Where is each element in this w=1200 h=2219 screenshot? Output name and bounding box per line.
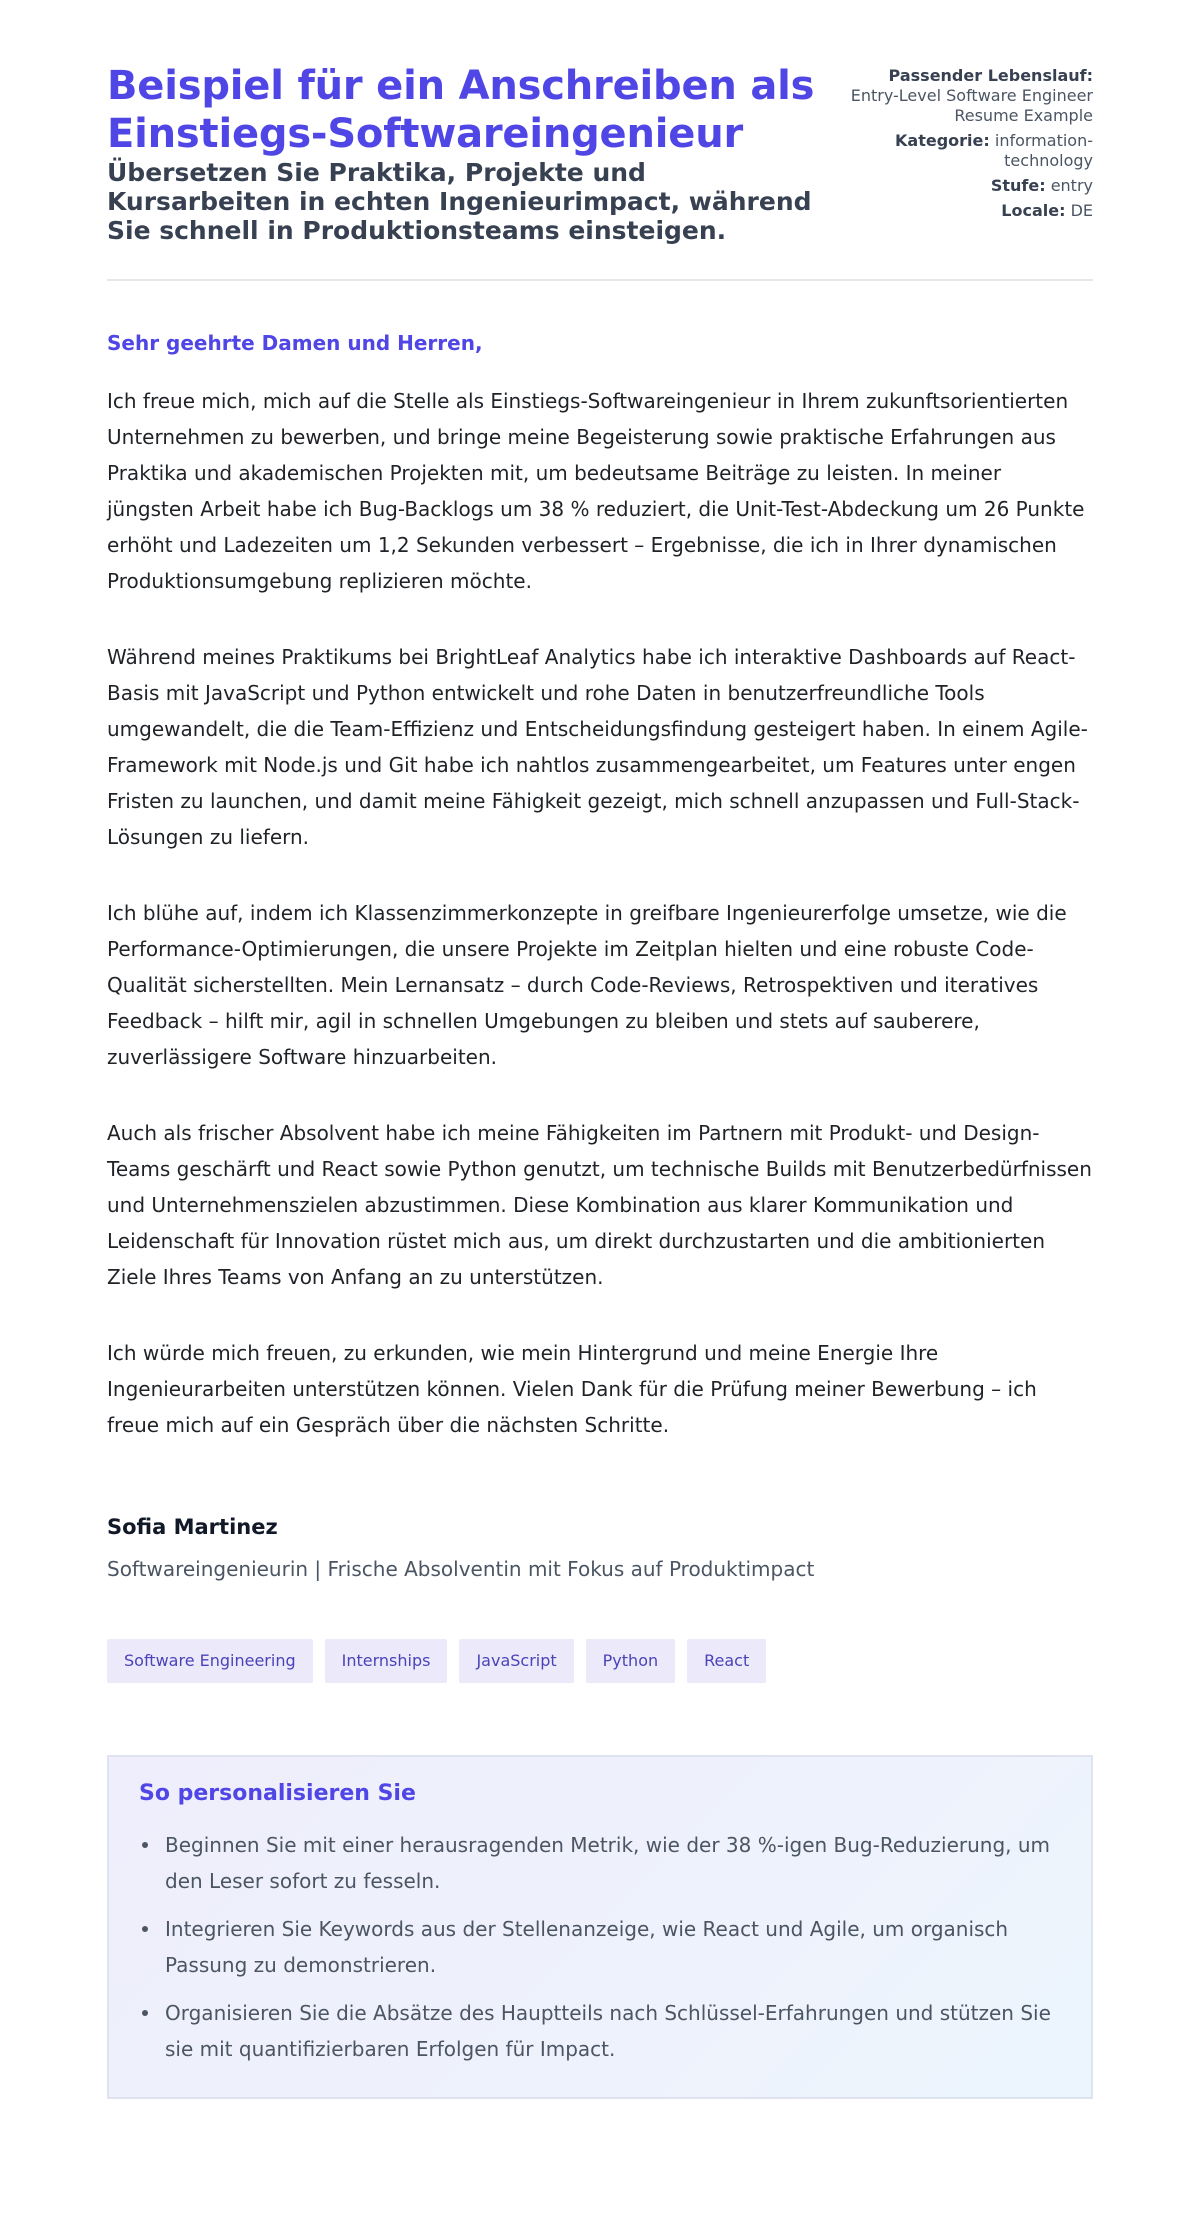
- tag-software-engineering: Software Engineering: [107, 1639, 313, 1683]
- meta-level-value: entry: [1050, 176, 1093, 195]
- page-header: [107, 62, 1093, 281]
- meta-locale: [843, 201, 1093, 221]
- tag-internships: Internships: [325, 1639, 448, 1683]
- tips-list-item: [165, 1995, 1061, 2067]
- tip-text: Integrieren Sie Keywords aus der Stellenanzeige, wie React und Agile, um organisch Passung zu demonstrieren.: [165, 1917, 1009, 1977]
- letter-paragraph: Ich blühe auf, indem ich Klassenzimmerkonzepte in greifbare Ingenieurerfolge umsetze, wie die Performance-Optimierungen, die unsere Projekte im Zeitplan hielten und eine robuste Code-Qualität sicherstellten. Mein Lernansatz – durch Code-Reviews, Retrospektiven und iteratives Feedback – hilft mir, agil in schnellen Umgebungen zu bleiben und stets auf sauberere, zuverlässigere Software hinzuarbeiten.: [107, 901, 1067, 1069]
- letter-body: [107, 329, 1093, 1443]
- meta-locale-label: Locale:: [1001, 201, 1066, 220]
- tag-python: Python: [586, 1639, 675, 1683]
- letter-paragraph: Während meines Praktikums bei BrightLeaf Analytics habe ich interaktive Dashboards auf React-Basis mit JavaScript und Python entwickelt und rohe Daten in benutzerfreundliche Tools umgewandelt, die die Team-Effizienz und Entscheidungsfindung gesteigert haben. In einem Agile-Framework mit Node.js und Git habe ich nahtlos zusammengearbeitet, um Features unter engen Fristen zu launchen, und damit meine Fähigkeit gezeigt, mich schnell anzupassen und Full-Stack-Lösungen zu liefern.: [107, 645, 1088, 849]
- tip-text: Beginnen Sie mit einer herausragenden Metrik, wie der 38 %-igen Bug-Reduzierung, um den Leser sofort zu fesseln.: [165, 1833, 1051, 1893]
- meta-level: [843, 176, 1093, 196]
- tips-list-item: [165, 1827, 1061, 1899]
- bullet-icon: [142, 1842, 148, 1848]
- meta-info: [843, 66, 1093, 226]
- tips-list-item: [165, 1911, 1061, 1983]
- letter-paragraph: Ich freue mich, mich auf die Stelle als Einstiegs-Softwareingenieur in Ihrem zukunftsorientierten Unternehmen zu bewerben, und bringe meine Begeisterung sowie praktische Erfahrungen aus Praktika und akademischen Projekten mit, um bedeutsame Beiträge zu leisten. In meiner jüngsten Arbeit habe ich Bug-Backlogs um 38 % reduziert, die Unit-Test-Abdeckung um 26 Punkte erhöht und Ladezeiten um 1,2 Sekunden verbessert – Ergebnisse, die ich in Ihrer dynamischen Produktionsumgebung replizieren möchte.: [107, 389, 1085, 593]
- tag-list: [107, 1639, 1093, 1683]
- tips-list: [139, 1827, 1061, 2067]
- bullet-icon: [142, 1926, 148, 1932]
- letter-paragraph: Auch als frischer Absolvent habe ich meine Fähigkeiten im Partnern mit Produkt- und Design-Teams geschärft und React sowie Python genutzt, um technische Builds mit Benutzerbedürfnissen und Unternehmenszielen abzustimmen. Diese Kombination aus klarer Kommunikation und Leidenschaft für Innovation rüstet mich aus, um direkt durchzustarten und die ambitionierten Ziele Ihres Teams von Anfang an zu unterstützen.: [107, 1121, 1092, 1289]
- signature-block: [107, 1513, 1093, 1583]
- meta-level-label: Stufe:: [990, 176, 1046, 195]
- tag-javascript: JavaScript: [459, 1639, 573, 1683]
- letter-paragraph: Ich würde mich freuen, zu erkunden, wie mein Hintergrund und meine Energie Ihre Ingenieurarbeiten unterstützen können. Vielen Dank für die Prüfung meiner Bewerbung – ich freue mich auf ein Gespräch über die nächsten Schritte.: [107, 1341, 1037, 1437]
- tip-text: Organisieren Sie die Absätze des Hauptteils nach Schlüssel-Erfahrungen und stützen Sie sie mit quantifizierbaren Erfolgen für Impact.: [165, 2001, 1051, 2061]
- signature-name: Sofia Martinez: [107, 1515, 278, 1539]
- meta-resume: [843, 66, 1093, 126]
- tips-title: So personalisieren Sie: [139, 1781, 416, 1806]
- meta-resume-value: Entry-Level Software Engineer Resume Example: [850, 86, 1093, 125]
- letter-greeting: Sehr geehrte Damen und Herren,: [107, 331, 483, 355]
- page-title: Beispiel für ein Anschreiben als Einstiegs-Softwareingenieur: [107, 63, 815, 157]
- tag-react: React: [687, 1639, 766, 1683]
- header-titles: [107, 62, 827, 245]
- meta-locale-value: DE: [1070, 201, 1093, 220]
- signature-role: Softwareingenieurin | Frische Absolventin mit Fokus auf Produktimpact: [107, 1557, 815, 1581]
- bullet-icon: [142, 2010, 148, 2016]
- meta-category-label: Kategorie:: [895, 131, 990, 150]
- meta-resume-label: Passender Lebenslauf:: [888, 66, 1093, 85]
- personalization-tips: [107, 1755, 1093, 2099]
- page-subtitle: Übersetzen Sie Praktika, Projekte und Kursarbeiten in echten Ingenieurimpact, während Sie schnell in Produktionsteams einsteigen.: [107, 158, 812, 245]
- meta-category-value: information-technology: [994, 131, 1093, 170]
- meta-category: [843, 131, 1093, 171]
